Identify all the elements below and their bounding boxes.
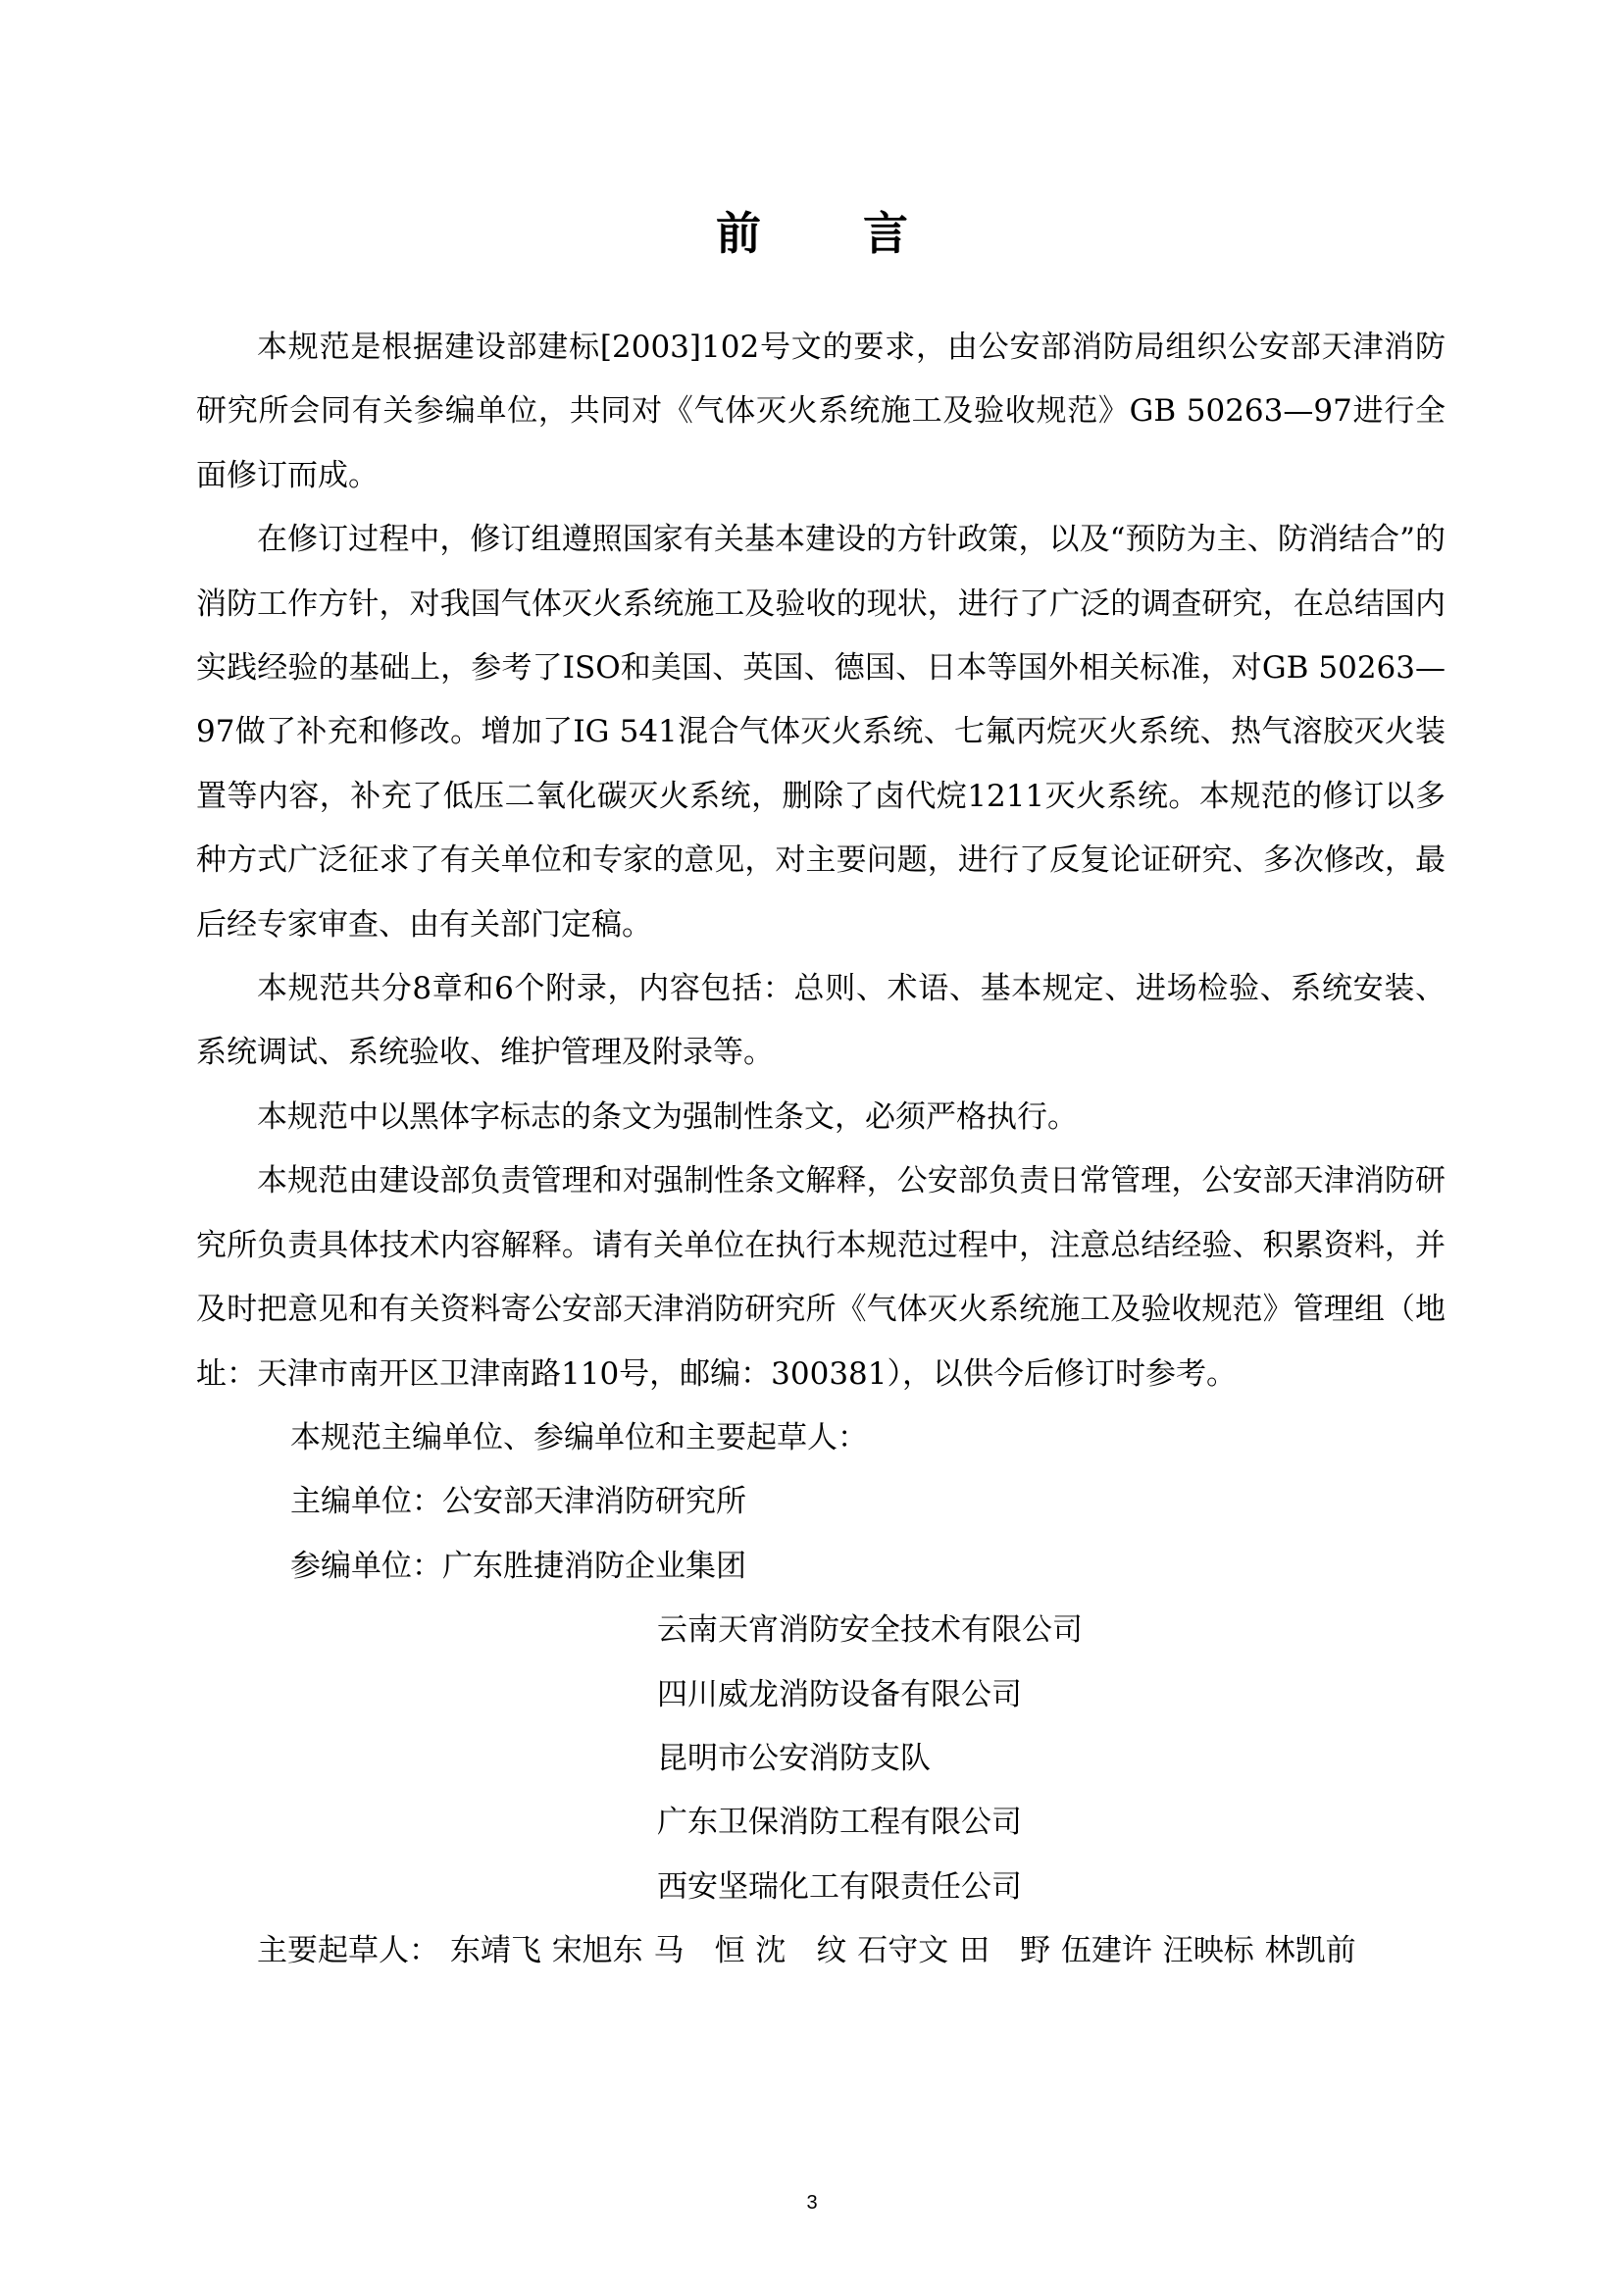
paragraph-1: 本规范是根据建设部建标[2003]102号文的要求，由公安部消防局组织公安部天津消防研究所会同有关参编单位，共同对《气体灭火系统施工及验收规范》GB 50263—97进行全面修订而成。 [196,330,1446,493]
chief-unit-name: 公安部天津消防研究所 [442,1484,746,1520]
drafter-5: 石守文 [857,1933,949,1969]
chief-unit-line [196,1470,1446,1534]
drafter-1: 东靖飞 [449,1933,541,1969]
drafter-6: 田 野 [959,1933,1051,1969]
chief-unit-label: 主编单位： [290,1484,442,1520]
participating-unit-2: 云南天宵消防安全技术有限公司 [657,1612,1083,1649]
participating-unit-5: 广东卫保消防工程有限公司 [657,1805,1022,1841]
drafter-3: 马 恒 [653,1933,745,1969]
paragraph-2: 在修订过程中，修订组遵照国家有关基本建设的方针政策，以及“预防为主、防消结合”的消防工作方针，对我国气体灭火系统施工及验收的现状，进行了广泛的调查研究，在总结国内实践经验的基础上，参考了ISO和美国、英国、德国、日本等国外相关标准，对GB 50263—97做了补充和修改。增加了IG 541混合气体灭火系统、七氟丙烷灭火系统、热气溶胶灭火装置等内容，补充了低压二氧化碳灭火系统，删除了卤代烷1211灭火系统。本规范的修订以多种方式广泛征求了有关单位和专家的意见，对主要问题，进行了反复论证研究、多次修改，最后经专家审查、由有关部门定稿。 [196,522,1446,943]
participating-unit-line [196,1535,1446,1599]
participating-label: 参编单位： [290,1548,442,1584]
drafter-8: 汪映标 [1162,1933,1254,1969]
participating-unit-1: 广东胜捷消防企业集团 [442,1548,746,1584]
paragraph-4: 本规范中以黑体字标志的条文为强制性条文，必须严格执行。 [257,1098,1078,1135]
drafter-7: 伍建许 [1060,1933,1152,1969]
participating-unit-4: 昆明市公安消防支队 [657,1740,931,1776]
paragraph-3: 本规范共分8章和6个附录，内容包括：总则、术语、基本规定、进场检验、系统安装、系统调试、系统验收、维护管理及附录等。 [196,971,1446,1071]
drafters-line [196,1919,1446,1983]
page-title: 前 言 [715,207,951,260]
drafter-4: 沈 纹 [755,1933,847,1969]
participating-unit-6: 西安坚瑞化工有限责任公司 [657,1868,1022,1905]
participating-unit-3: 四川威龙消防设备有限公司 [657,1676,1022,1712]
drafters-label: 主要起草人： [257,1933,439,1969]
page-number: 3 [806,2192,818,2214]
units-heading: 本规范主编单位、参编单位和主要起草人： [290,1419,868,1455]
document-body [196,316,1446,1984]
drafter-2: 宋旭东 [551,1933,643,1969]
paragraph-5: 本规范由建设部负责管理和对强制性条文解释，公安部负责日常管理，公安部天津消防研究所负责具体技术内容解释。请有关单位在执行本规范过程中，注意总结经验、积累资料，并及时把意见和有关资料寄公安部天津消防研究所《气体灭火系统施工及验收规范》管理组（地址：天津市南开区卫津南路110号，邮编：300381），以供今后修订时参考。 [196,1163,1446,1392]
drafter-9: 林凯前 [1264,1933,1356,1969]
